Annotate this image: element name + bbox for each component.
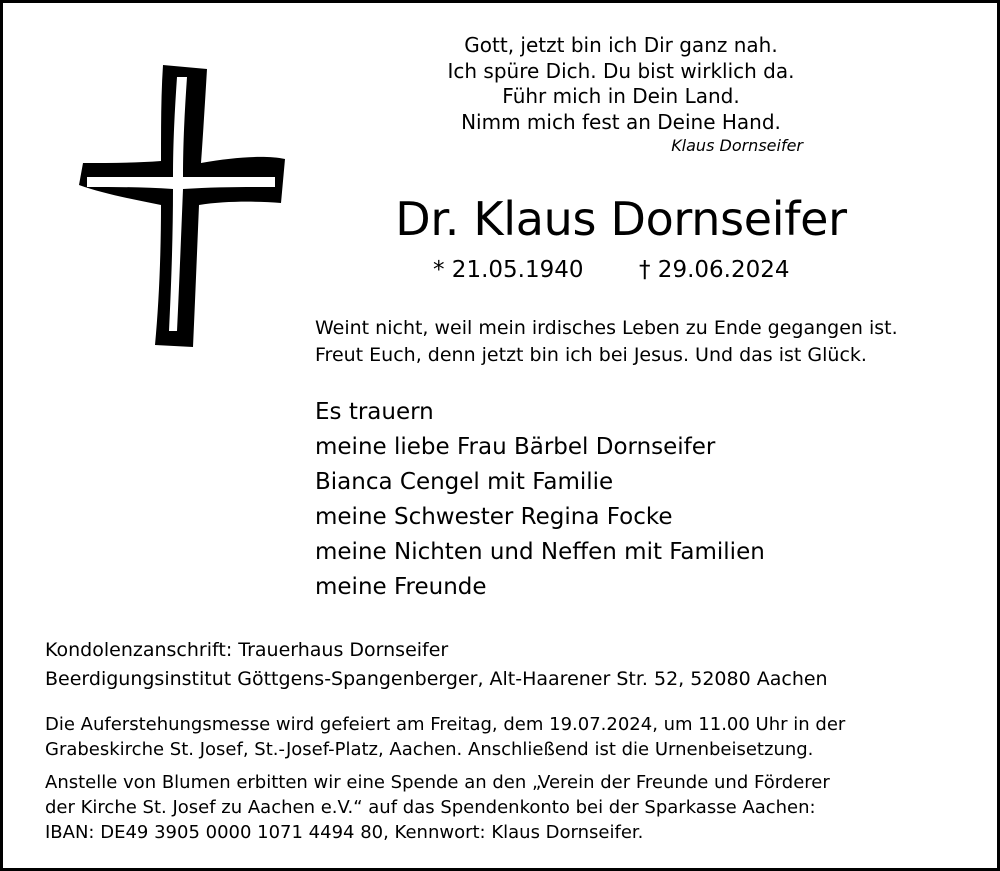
- contact-line: Kondolenzanschrift: Trauerhaus Dornseifer: [45, 639, 449, 661]
- mourner: meine liebe Frau Bärbel Dornseifer: [315, 434, 716, 460]
- poem-author: Klaus Dornseifer: [671, 136, 803, 155]
- mass-line: Grabeskirche St. Josef, St.-Josef-Platz, Aachen. Anschließend ist die Urnenbeisetzung.: [45, 739, 814, 760]
- birth-date: * 21.05.1940: [433, 257, 584, 283]
- mass-info: [45, 712, 845, 762]
- mourner: meine Schwester Regina Focke: [315, 504, 673, 530]
- donation-line: IBAN: DE49 3905 0000 1071 4494 80, Kennwort: Klaus Dornseifer.: [45, 822, 644, 843]
- mourner: meine Nichten und Neffen mit Familien: [315, 539, 765, 565]
- donation-line: der Kirche St. Josef zu Aachen e.V.“ auf das Spendenkonto bei der Sparkasse Aachen:: [45, 797, 816, 818]
- poem-line: Gott, jetzt bin ich Dir ganz nah.: [464, 33, 778, 57]
- mourners-list: [315, 395, 765, 605]
- condolence-address: [45, 636, 828, 694]
- verse-line: Freut Euch, denn jetzt bin ich bei Jesus. Und das ist Glück.: [315, 344, 867, 366]
- poem: [403, 33, 839, 135]
- donation-line: Anstelle von Blumen erbitten wir eine Spende an den „Verein der Freunde und Förderer: [45, 772, 830, 793]
- farewell-verse: [315, 315, 898, 369]
- poem-line: Ich spüre Dich. Du bist wirklich da.: [447, 58, 795, 83]
- death-date: † 29.06.2024: [639, 257, 790, 283]
- verse-line: Weint nicht, weil mein irdisches Leben zu Ende gegangen ist.: [315, 317, 898, 339]
- mourner: Bianca Cengel mit Familie: [315, 469, 614, 495]
- contact-line: Beerdigungsinstitut Göttgens-Spangenberger, Alt-Haarener Str. 52, 52080 Aachen: [45, 668, 828, 690]
- poem-line: Nimm mich fest an Deine Hand.: [461, 109, 781, 134]
- donation-info: [45, 770, 830, 845]
- deceased-name: Dr. Klaus Dornseifer: [395, 192, 847, 246]
- mourners-heading: Es trauern: [315, 399, 434, 425]
- cross-icon: [75, 63, 287, 349]
- mass-line: Die Auferstehungsmesse wird gefeiert am Freitag, dem 19.07.2024, um 11.00 Uhr in der: [45, 714, 846, 735]
- poem-line: Führ mich in Dein Land.: [502, 84, 740, 108]
- mourner: meine Freunde: [315, 574, 487, 600]
